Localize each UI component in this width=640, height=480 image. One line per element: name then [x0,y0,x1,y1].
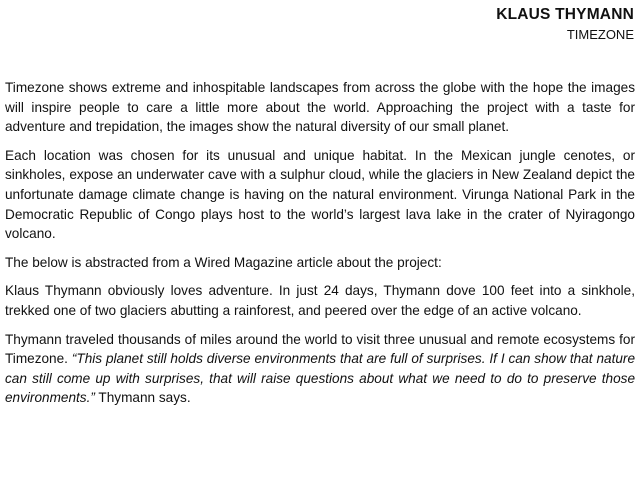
project-title: TIMEZONE [566,27,634,42]
source-note-paragraph: The below is abstracted from a Wired Magazine article about the project: [5,254,442,270]
page-header [496,6,634,43]
intro-paragraph: Timezone shows extreme and inhospitable landscapes from across the globe with the hope the images will inspire people to care a little more about the world. Approaching the project with a taste for adventure and trepidation, the images show the natural diversity of our small planet. [5,80,635,135]
locations-paragraph: Each location was chosen for its unusual and unique habitat. In the Mexican jungle cenotes, or sinkholes, expose an underwater cave with a sulphur cloud, while the glaciers in New Zealand depict the unfortunate damage climate change is having on the natural environment. Virunga National Park in the Democratic Republic of Congo plays host to the world’s largest lava lake in the crater of Nyiragongo volcano. [5,147,635,242]
quote-paragraph [5,330,635,408]
adventure-paragraph: Klaus Thymann obviously loves adventure. In just 24 days, Thymann dove 100 feet into a sinkhole, trekked one of two glaciers abutting a rainforest, and peered over the edge of an active volcano. [5,283,635,318]
quote-text: “This planet still holds diverse environments that are full of surprises. If I can show that nature can still come up with surprises, that will raise questions about what we need to do to preserve those environments.” [5,351,636,406]
quote-attribution: Thymann says. [94,390,191,406]
quote-lead-text: Thymann traveled thousands of miles around the world to visit three unusual and remote ecosystems for Timezone. [5,331,635,367]
article-body [5,78,635,417]
author-name: KLAUS THYMANN [496,6,634,23]
